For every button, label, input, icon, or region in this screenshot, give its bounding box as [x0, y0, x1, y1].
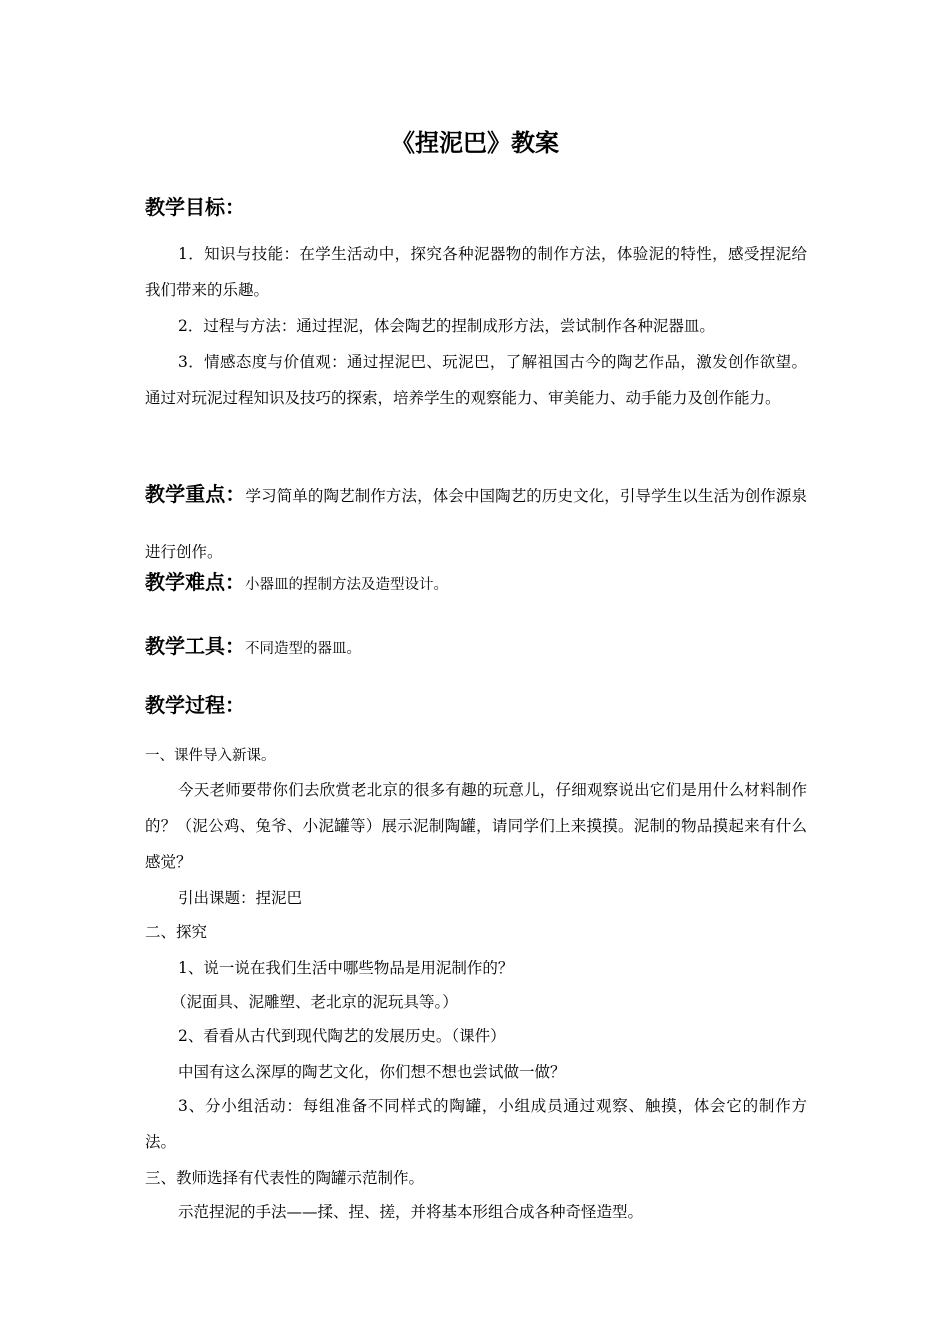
process-heading: 教学过程： [145, 693, 245, 717]
objective-2: 2．过程与方法：通过捏泥，体会陶艺的捏制成形方法，尝试制作各种泥器皿。 [178, 317, 715, 335]
process-line-1: 一、课件导入新课。 [145, 748, 276, 764]
difficulty [145, 564, 807, 603]
document-title: 《捏泥巴》教案 [391, 129, 559, 157]
process-line-6: （泥面具、泥雕塑、老北京的泥玩具等。） [171, 993, 458, 1011]
process-line-2: 今天老师要带你们去欣赏老北京的很多有趣的玩意儿，仔细观察说出它们是用什么材料制作的？（泥公鸡、兔爷、小泥罐等）展示泥制陶罐，请同学们上来摸摸。泥制的物品摸起来有什么感觉？ [145, 781, 807, 871]
key-points-text: 学习简单的陶艺制作方法，体会中国陶艺的历史文化，引导学生以生活为创作源泉进行创作。 [145, 487, 807, 561]
process-line-5: 1、说一说在我们生活中哪些物品是用泥制作的？ [178, 959, 514, 977]
difficulty-text: 小器皿的捏制方法及造型设计。 [245, 577, 448, 593]
key-points-label: 教学重点： [145, 482, 246, 506]
difficulty-label: 教学难点： [145, 570, 245, 594]
process-line-3: 引出课题：捏泥巴 [178, 889, 303, 907]
process-line-9: 3、分小组活动：每组准备不同样式的陶罐，小组成员通过观察、触摸，体会它的制作方法。 [145, 1097, 807, 1151]
key-points [145, 466, 807, 580]
objective-1: 1．知识与技能：在学生活动中，探究各种泥器物的制作方法，体验泥的特性，感受捏泥给我们带来的乐趣。 [145, 245, 807, 299]
process-line-8: 中国有这么深厚的陶艺文化，你们想不想也尝试做一做？ [178, 1063, 566, 1081]
tools-text: 不同造型的器皿。 [245, 641, 361, 657]
process-line-11: 示范捏泥的手法——揉、捏、搓，并将基本形组合成各种奇怪造型。 [178, 1203, 644, 1221]
tools-label: 教学工具： [145, 634, 245, 658]
process-line-10: 三、教师选择有代表性的陶罐示范制作。 [145, 1169, 425, 1187]
process-line-7: 2、看看从古代到现代陶艺的发展历史。（课件） [178, 1027, 506, 1045]
objectives-heading: 教学目标： [145, 195, 245, 219]
tools [145, 628, 807, 667]
process-line-4: 二、探究 [145, 923, 208, 941]
objective-3: 3．情感态度与价值观：通过捏泥巴、玩泥巴，了解祖国古今的陶艺作品，激发创作欲望。通过对玩泥过程知识及技巧的探索，培养学生的观察能力、审美能力、动手能力及创作能力。 [145, 353, 807, 407]
